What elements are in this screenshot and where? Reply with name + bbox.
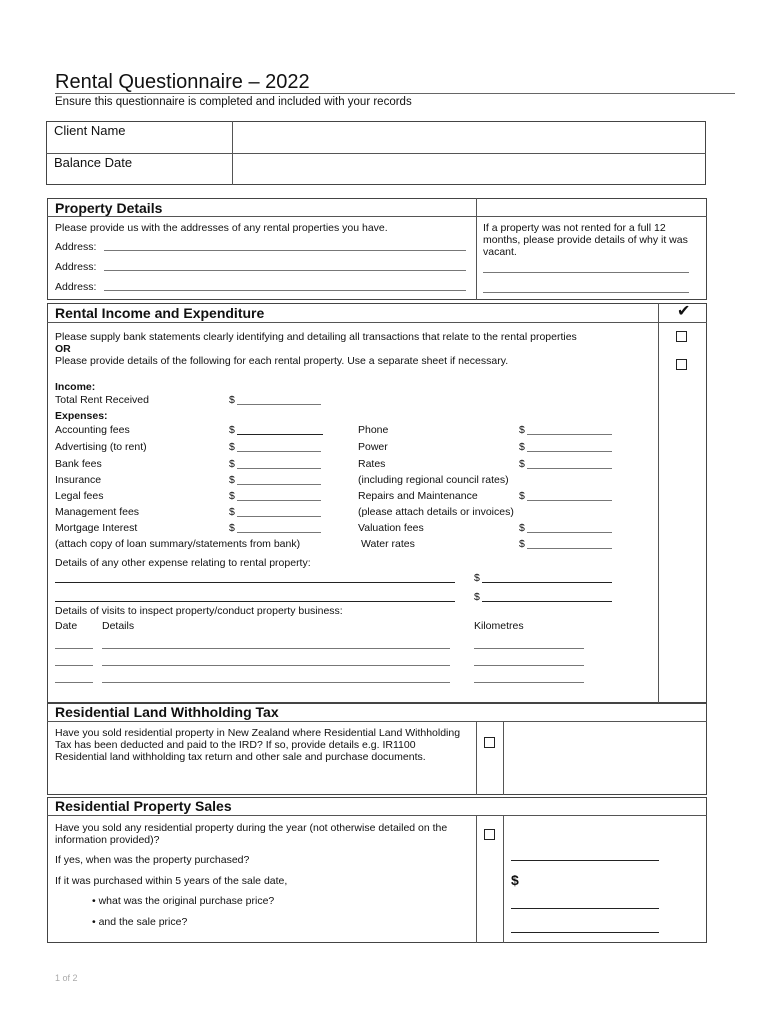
address-label-3: Address: [55,281,97,293]
page-subtitle: Ensure this questionnaire is completed and included with your records [55,96,412,108]
valuation-fees-field[interactable] [527,532,612,533]
rlwt-heading-rule [47,721,707,722]
visit-date-field[interactable] [55,665,93,666]
phone-field[interactable] [527,434,612,435]
repairs-note: (please attach details or invoices) [358,506,514,518]
address-field-1[interactable] [104,250,466,251]
purchase-price-field[interactable] [511,908,659,909]
visit-date-field[interactable] [55,682,93,683]
expenses-label: Expenses: [55,410,108,422]
client-name-field[interactable] [234,123,704,152]
bank-statement-checkbox[interactable] [676,331,687,342]
balance-date-field[interactable] [234,155,704,184]
advertising-field[interactable] [237,451,321,452]
visits-label: Details of visits to inspect property/conduct property business: [55,605,343,617]
currency-sign: $ [229,506,235,518]
bank-fees-field[interactable] [237,468,321,469]
property-details-heading: Property Details [55,200,163,216]
or-label: OR [55,343,71,355]
currency-sign: $ [474,591,480,603]
accounting-fees-field[interactable] [237,434,323,435]
expense-mortgage-interest: Mortgage Interest [55,522,138,534]
sales-checkbox[interactable] [484,829,495,840]
client-name-label: Client Name [54,123,126,138]
expense-power: Power [358,441,388,453]
sales-col-divider-2 [503,815,504,943]
currency-sign: $ [519,458,525,470]
sale-price-label: • and the sale price? [92,916,188,928]
property-sales-heading: Residential Property Sales [55,798,232,814]
expense-advertising: Advertising (to rent) [55,441,147,453]
bank-statement-line: Please supply bank statements clearly identifying and detailing all transactions that relate to the rental properties [55,331,577,343]
income-label: Income: [55,381,96,393]
sales-question: Have you sold any residential property during the year (not otherwise detailed on the information provided)? [55,822,448,846]
purchased-when-label: If yes, when was the property purchased? [55,854,250,866]
currency-sign: $ [229,490,235,502]
sales-col-divider [476,815,477,943]
expense-water-rates: Water rates [361,538,415,550]
total-rent-field[interactable] [237,404,321,405]
client-table-divider [46,153,706,154]
visits-date-header: Date [55,620,78,632]
details-line: Please provide details of the following for each rental property. Use a separate sheet if necessary. [55,355,509,367]
rlwt-col-divider [476,721,477,795]
visit-km-field[interactable] [474,665,584,666]
currency-sign: $ [519,441,525,453]
water-rates-field[interactable] [527,548,612,549]
other-expense-label: Details of any other expense relating to rental property: [55,557,311,569]
expense-rates: Rates [358,458,386,470]
currency-sign: $ [229,522,235,534]
vacant-field-2[interactable] [483,292,689,293]
other-expense-detail-2[interactable] [55,601,455,602]
other-expense-amount-2[interactable] [482,601,612,602]
rates-note: (including regional council rates) [358,474,509,486]
rlwt-heading: Residential Land Withholding Tax [55,704,279,720]
rates-field[interactable] [527,468,612,469]
visits-details-header: Details [102,620,135,632]
visit-details-field[interactable] [102,648,450,649]
total-rent-currency: $ [229,394,235,406]
currency-sign: $ [519,424,525,436]
other-expense-amount-1[interactable] [482,582,612,583]
address-field-3[interactable] [104,290,466,291]
property-heading-rule [47,216,707,217]
expense-valuation-fees: Valuation fees [358,522,424,534]
expense-repairs: Repairs and Maintenance [358,490,478,502]
visit-km-field[interactable] [474,682,584,683]
client-table-col [232,121,233,185]
page-number: 1 of 2 [55,973,78,983]
expense-management-fees: Management fees [55,506,140,518]
expense-insurance: Insurance [55,474,102,486]
visit-details-field[interactable] [102,682,450,683]
sales-currency-sign: $ [511,872,519,888]
rlwt-question: Have you sold residential property in New Zealand where Residential Land Withholding Tax has been deducted and paid to the IRD? If so, provide details e.g. IR1100 Residential land withholding tax return and other sale and purchase documents. [55,727,461,763]
currency-sign: $ [229,424,235,436]
expense-legal-fees: Legal fees [55,490,104,502]
other-expense-detail-1[interactable] [55,582,455,583]
currency-sign: $ [229,441,235,453]
repairs-field[interactable] [527,500,612,501]
balance-date-label: Balance Date [54,155,133,170]
visits-km-header: Kilometres [474,620,524,632]
loan-summary-note: (attach copy of loan summary/statements from bank) [55,538,301,550]
address-label-1: Address: [55,241,97,253]
check-column-mark: ✔ [677,303,691,320]
currency-sign: $ [519,522,525,534]
power-field[interactable] [527,451,612,452]
currency-sign: $ [519,490,525,502]
visit-date-field[interactable] [55,648,93,649]
visit-details-field[interactable] [102,665,450,666]
management-fees-field[interactable] [237,516,321,517]
total-rent-label: Total Rent Received [55,394,149,406]
details-checkbox[interactable] [676,359,687,370]
currency-sign: $ [229,458,235,470]
purchase-price-label: • what was the original purchase price? [92,895,275,907]
legal-fees-field[interactable] [237,500,321,501]
vacant-note: If a property was not rented for a full 12 months, please provide details of why it was vacant. [483,222,688,258]
address-label-2: Address: [55,261,97,273]
insurance-field[interactable] [237,484,321,485]
within-five-years-label: If it was purchased within 5 years of the sale date, [55,875,288,887]
rental-heading-rule [47,322,707,323]
title-rule [55,93,735,94]
expense-phone: Phone [358,424,389,436]
visit-km-field[interactable] [474,648,584,649]
currency-sign: $ [229,474,235,486]
expense-bank-fees: Bank fees [55,458,102,470]
rlwt-col-divider-2 [503,721,504,795]
vacant-field-1[interactable] [483,272,689,273]
page-title: Rental Questionnaire – 2022 [55,71,310,93]
sale-price-field[interactable] [511,932,659,933]
expense-accounting-fees: Accounting fees [55,424,130,436]
address-field-2[interactable] [104,270,466,271]
mortgage-interest-field[interactable] [237,532,321,533]
property-instruction: Please provide us with the addresses of any rental properties you have. [55,222,388,234]
purchase-date-field[interactable] [511,860,659,861]
currency-sign: $ [519,538,525,550]
currency-sign: $ [474,572,480,584]
sales-heading-rule [47,815,707,816]
rental-check-col [658,303,659,703]
rlwt-checkbox[interactable] [484,737,495,748]
property-col-divider [476,198,477,300]
rental-income-heading: Rental Income and Expenditure [55,305,265,321]
